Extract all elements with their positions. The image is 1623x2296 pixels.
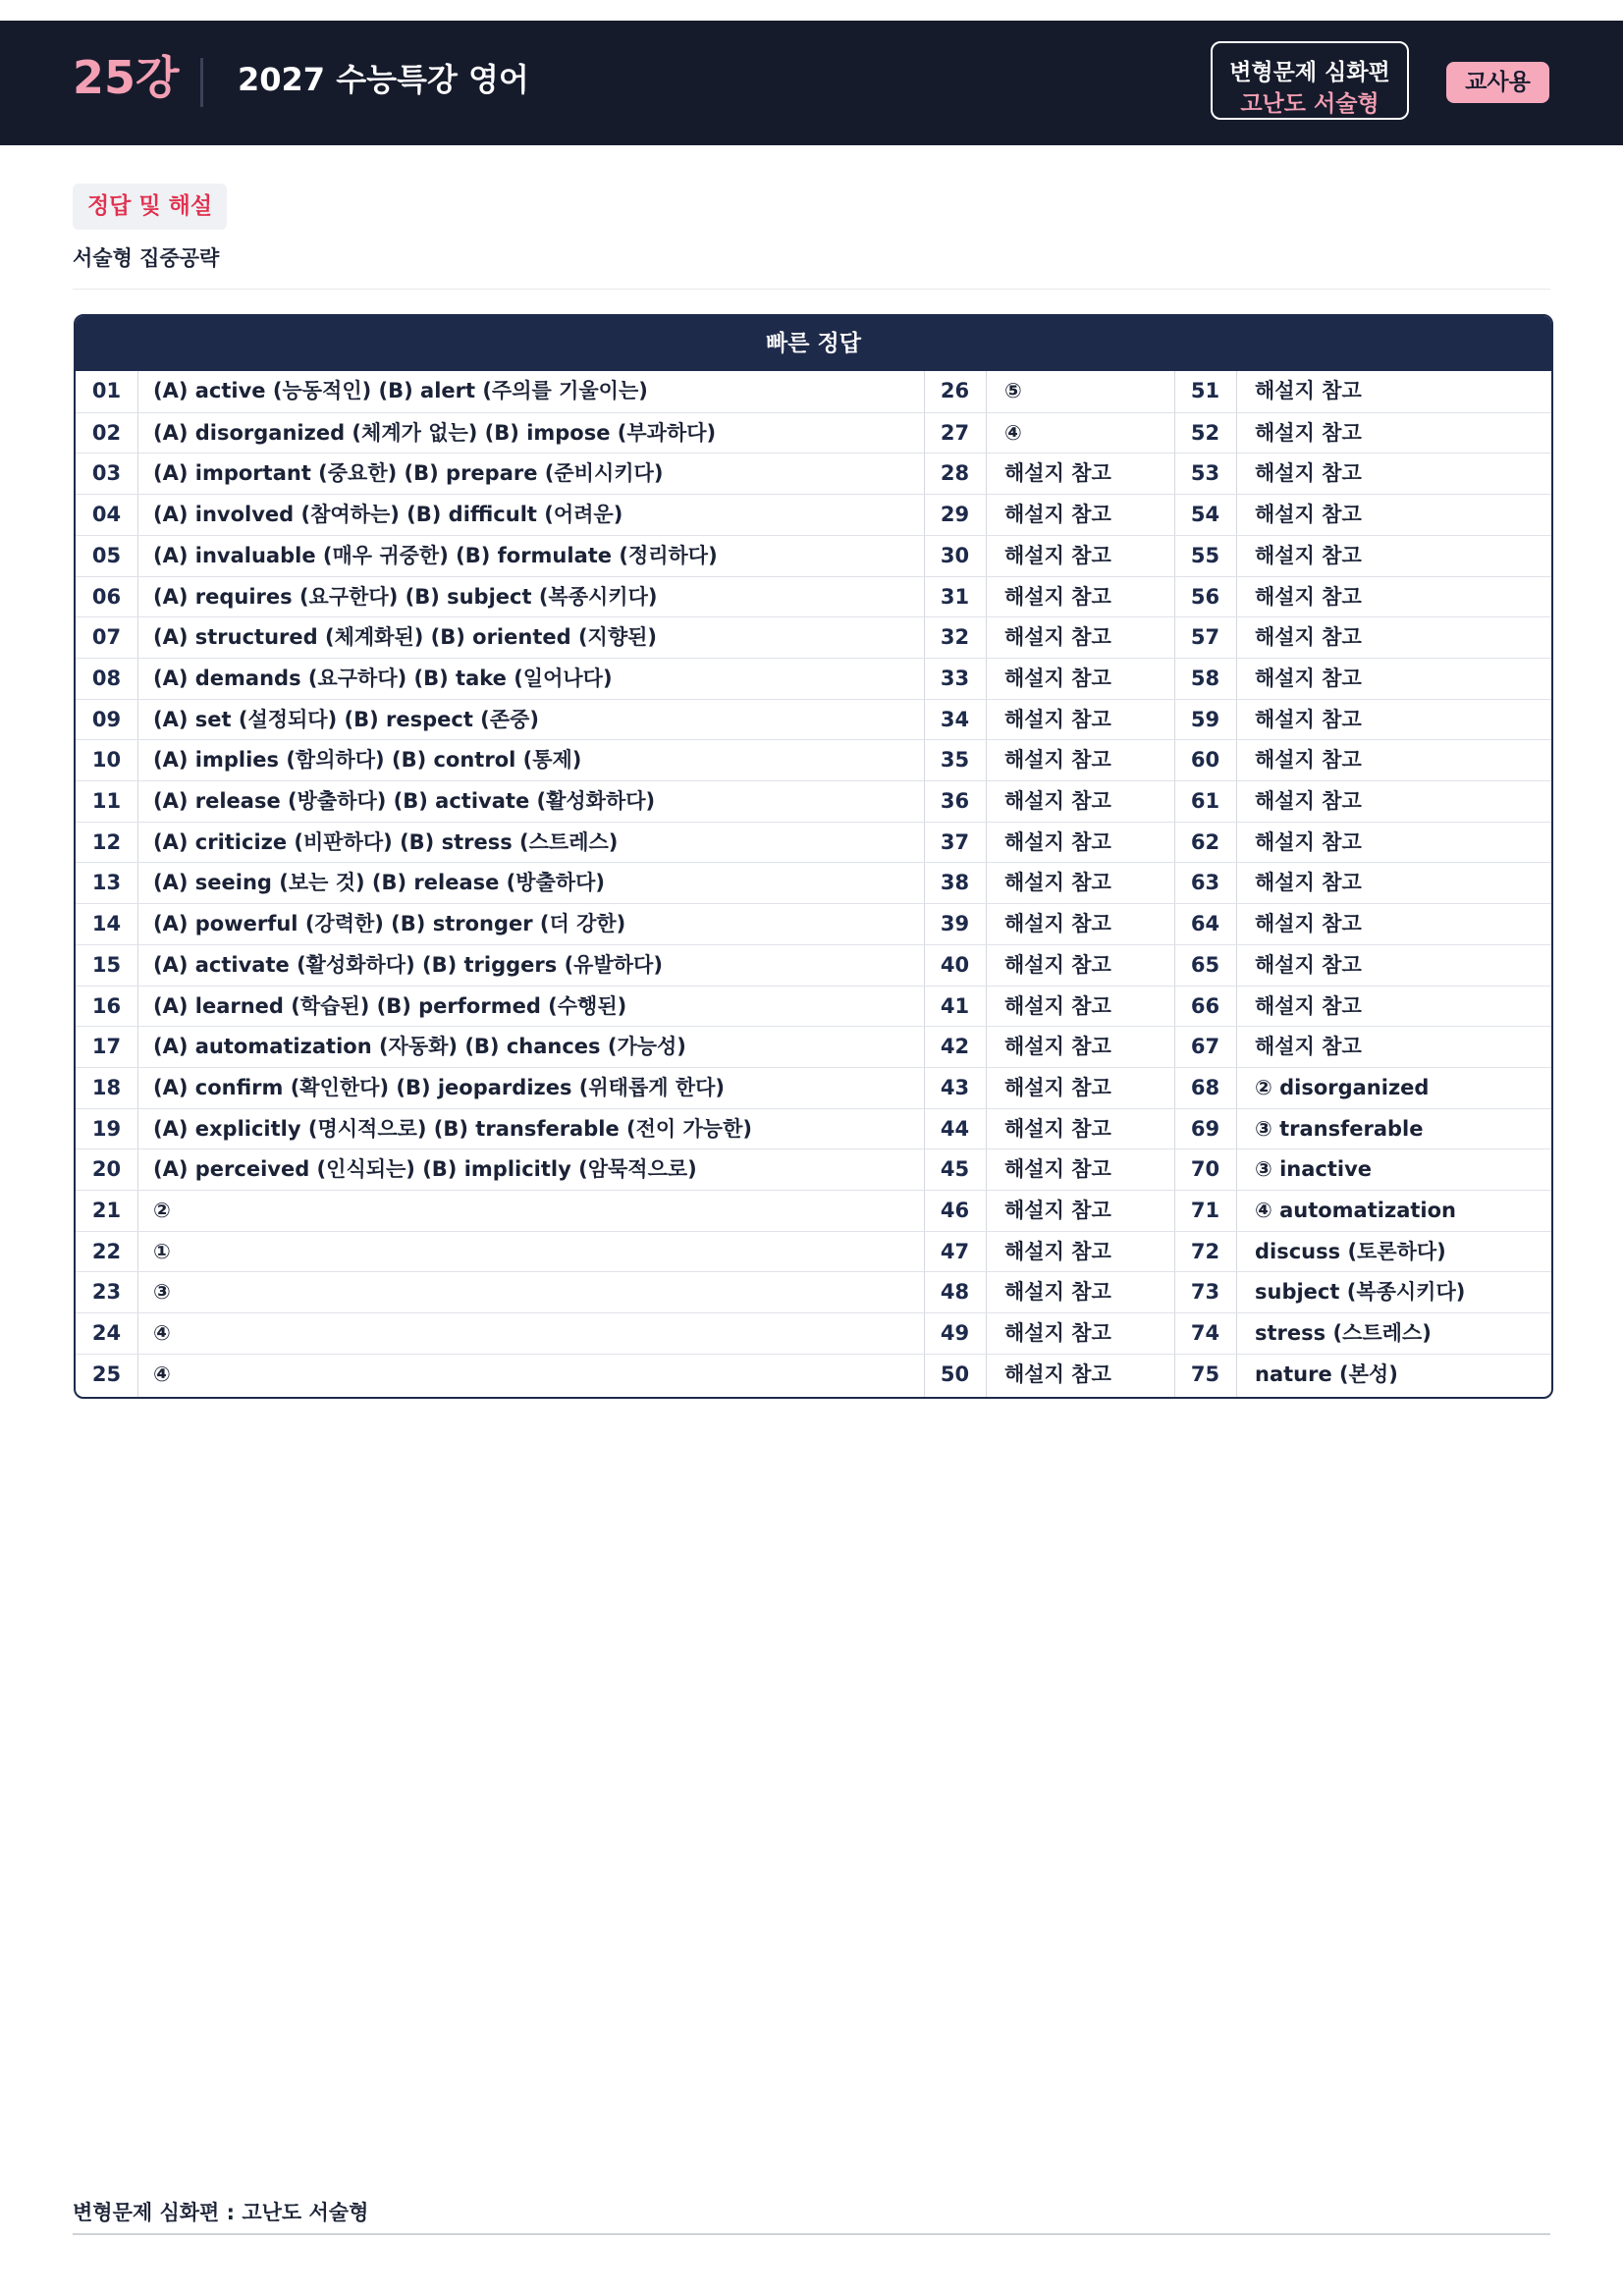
answer-text: 해설지 참고 [1004, 707, 1111, 731]
question-number: 14 [91, 912, 122, 936]
answer-text: 해설지 참고 [1255, 1035, 1362, 1059]
answer-text: (A) learned (학습된) (B) performed (수행된) [153, 993, 627, 1018]
answer-text: 해설지 참고 [1255, 666, 1362, 690]
question-number: 74 [1190, 1321, 1220, 1346]
answer-text: 해설지 참고 [1004, 1362, 1111, 1386]
footer-divider [73, 2233, 1550, 2235]
table-row [76, 1108, 1551, 1149]
answer-text: 해설지 참고 [1255, 912, 1362, 936]
question-number: 36 [940, 789, 970, 813]
question-number: 65 [1190, 952, 1220, 977]
question-number: 60 [1190, 748, 1220, 773]
answer-text: 해설지 참고 [1255, 420, 1362, 445]
question-number: 29 [940, 503, 970, 527]
answer-text: (A) activate (활성화하다) (B) triggers (유발하다) [153, 952, 663, 977]
answer-text: (A) explicitly (명시적으로) (B) transferable (전이 가능한) [153, 1116, 752, 1141]
answer-text: 해설지 참고 [1255, 461, 1362, 486]
question-number: 70 [1190, 1157, 1220, 1182]
answer-text: 해설지 참고 [1255, 871, 1362, 895]
question-number: 10 [91, 748, 122, 773]
answer-text: (A) confirm (확인한다) (B) jeopardizes (위태롭게 한다) [153, 1075, 726, 1099]
answer-text: ③ inactive [1255, 1157, 1373, 1182]
answer-text: nature (본성) [1255, 1362, 1398, 1386]
question-number: 72 [1190, 1239, 1220, 1263]
table-row [76, 1026, 1551, 1067]
question-number: 66 [1190, 993, 1220, 1018]
answer-text: 해설지 참고 [1004, 871, 1111, 895]
question-number: 06 [91, 584, 122, 609]
top-margin [0, 0, 1623, 21]
edition-name: 변형문제 심화편 [1229, 60, 1390, 85]
answer-text: 해설지 참고 [1004, 1321, 1111, 1346]
answer-text: 해설지 참고 [1255, 503, 1362, 527]
question-number: 55 [1190, 543, 1220, 567]
answer-text: 해설지 참고 [1004, 1199, 1111, 1222]
answer-text: ③ transferable [1255, 1116, 1424, 1141]
answer-text: 해설지 참고 [1004, 748, 1111, 773]
question-number: 02 [91, 420, 122, 445]
table-row [76, 822, 1551, 863]
answer-text: (A) perceived (인식되는) (B) implicitly (암묵적으로) [153, 1157, 697, 1182]
table-row [76, 494, 1551, 535]
answer-text: 해설지 참고 [1255, 789, 1362, 813]
table-row [76, 1190, 1551, 1231]
question-number: 51 [1190, 379, 1220, 402]
question-number: 56 [1190, 584, 1220, 609]
table-row [76, 1067, 1551, 1108]
answer-text: 해설지 참고 [1255, 748, 1362, 773]
answer-text: 해설지 참고 [1255, 993, 1362, 1018]
question-number: 18 [91, 1075, 122, 1099]
table-row [76, 412, 1551, 454]
answer-text: 해설지 참고 [1255, 952, 1362, 977]
question-number: 67 [1190, 1035, 1220, 1059]
answer-text: 해설지 참고 [1255, 829, 1362, 854]
answer-text: 해설지 참고 [1004, 543, 1111, 567]
question-number: 15 [91, 952, 122, 977]
question-number: 75 [1190, 1362, 1220, 1386]
answer-text: ③ [153, 1280, 171, 1305]
answer-text: (A) demands (요구하다) (B) take (일어나다) [153, 666, 613, 690]
table-row [76, 699, 1551, 740]
table-row [76, 1148, 1551, 1190]
question-number: 54 [1190, 503, 1220, 527]
question-number: 63 [1190, 871, 1220, 895]
page-header [0, 21, 1623, 145]
question-number: 46 [940, 1199, 970, 1222]
question-number: 03 [91, 461, 122, 486]
answer-text: (A) seeing (보는 것) (B) release (방출하다) [153, 871, 606, 895]
question-number: 62 [1190, 829, 1220, 854]
question-number: 09 [91, 707, 122, 731]
answer-text: 해설지 참고 [1255, 625, 1362, 650]
answer-text: 해설지 참고 [1004, 584, 1111, 609]
question-number: 64 [1190, 912, 1220, 936]
question-number: 23 [91, 1280, 122, 1305]
answer-text: 해설지 참고 [1255, 543, 1362, 567]
answer-text: ④ [153, 1321, 171, 1346]
question-number: 21 [91, 1199, 122, 1222]
table-row [76, 780, 1551, 822]
question-number: 30 [940, 543, 970, 567]
question-number: 07 [91, 625, 122, 650]
answer-text: 해설지 참고 [1004, 1280, 1111, 1305]
answer-text: 해설지 참고 [1004, 1075, 1111, 1099]
answer-text: 해설지 참고 [1004, 625, 1111, 650]
edition-box [1211, 41, 1409, 120]
answer-text: 해설지 참고 [1004, 666, 1111, 690]
table-row [76, 453, 1551, 494]
table-row [76, 371, 1551, 412]
teacher-badge: 교사용 [1446, 62, 1549, 103]
question-number: 43 [940, 1075, 970, 1099]
question-number: 19 [91, 1116, 122, 1141]
question-number: 05 [91, 543, 122, 567]
answer-text: ② disorganized [1255, 1075, 1430, 1099]
question-number: 11 [91, 789, 122, 813]
answer-text: (A) powerful (강력한) (B) stronger (더 강한) [153, 912, 626, 936]
question-number: 25 [91, 1362, 122, 1386]
question-number: 17 [91, 1035, 122, 1059]
answer-text: 해설지 참고 [1004, 993, 1111, 1018]
question-number: 26 [940, 379, 970, 402]
question-number: 24 [91, 1321, 122, 1346]
question-number: 44 [940, 1116, 970, 1141]
answer-text: stress (스트레스) [1255, 1321, 1432, 1346]
question-number: 22 [91, 1239, 122, 1263]
answer-text: (A) implies (함의하다) (B) control (통제) [153, 748, 582, 773]
header-divider [200, 58, 203, 107]
question-number: 39 [940, 912, 970, 936]
question-number: 38 [940, 871, 970, 895]
table-title: 빠른 정답 [76, 316, 1551, 371]
question-number: 58 [1190, 666, 1220, 690]
question-number: 52 [1190, 420, 1220, 445]
table-row [76, 1312, 1551, 1354]
answer-text: (A) requires (요구한다) (B) subject (복종시키다) [153, 584, 658, 609]
question-number: 28 [940, 461, 970, 486]
answer-text: 해설지 참고 [1004, 952, 1111, 977]
answer-text: (A) active (능동적인) (B) alert (주의를 기울이는) [153, 379, 648, 402]
answer-text: (A) important (중요한) (B) prepare (준비시키다) [153, 461, 664, 486]
answer-text: discuss (토론하다) [1255, 1239, 1446, 1263]
question-number: 68 [1190, 1075, 1220, 1099]
answer-text: 해설지 참고 [1004, 789, 1111, 813]
question-number: 71 [1190, 1199, 1220, 1222]
question-number: 27 [940, 420, 970, 445]
answer-text: (A) structured (체계화된) (B) oriented (지향된) [153, 625, 657, 650]
answer-text: 해설지 참고 [1004, 1239, 1111, 1263]
table-row [76, 986, 1551, 1027]
table-row [76, 862, 1551, 903]
answer-text: 해설지 참고 [1004, 1157, 1111, 1182]
table-row [76, 616, 1551, 658]
question-number: 16 [91, 993, 122, 1018]
answer-text: (A) automatization (자동화) (B) chances (가능성) [153, 1035, 686, 1059]
question-number: 01 [91, 379, 122, 402]
table-row [76, 739, 1551, 780]
answer-text: 해설지 참고 [1255, 379, 1362, 402]
answer-text: (A) involved (참여하는) (B) difficult (어려운) [153, 503, 623, 527]
question-number: 61 [1190, 789, 1220, 813]
question-number: 41 [940, 993, 970, 1018]
answer-text: 해설지 참고 [1255, 584, 1362, 609]
question-number: 69 [1190, 1116, 1220, 1141]
answer-text: 해설지 참고 [1004, 1116, 1111, 1141]
answer-text: (A) release (방출하다) (B) activate (활성화하다) [153, 789, 656, 813]
question-number: 40 [940, 952, 970, 977]
question-number: 08 [91, 666, 122, 690]
table-row [76, 535, 1551, 576]
quick-answers-table [74, 314, 1553, 1399]
answer-text: 해설지 참고 [1004, 912, 1111, 936]
answer-text: ④ [153, 1362, 171, 1386]
question-number: 59 [1190, 707, 1220, 731]
question-number: 13 [91, 871, 122, 895]
answer-text: subject (복종시키다) [1255, 1280, 1466, 1305]
answer-text: 해설지 참고 [1004, 461, 1111, 486]
answer-text: 해설지 참고 [1255, 707, 1362, 731]
question-number: 73 [1190, 1280, 1220, 1305]
answer-text: (A) invaluable (매우 귀중한) (B) formulate (정리하다) [153, 543, 718, 567]
section-subtitle: 서술형 집중공략 [73, 246, 220, 270]
answer-text: ④ automatization [1255, 1199, 1456, 1222]
table-row [76, 1231, 1551, 1272]
answer-text: 해설지 참고 [1004, 829, 1111, 854]
question-number: 04 [91, 503, 122, 527]
footer-title: 변형문제 심화편 : 고난도 서술형 [73, 2201, 369, 2224]
table-row [76, 1271, 1551, 1312]
question-number: 32 [940, 625, 970, 650]
table-row [76, 944, 1551, 986]
table-row [76, 576, 1551, 617]
answer-text: ④ [1004, 420, 1022, 445]
question-number: 57 [1190, 625, 1220, 650]
question-number: 37 [940, 829, 970, 854]
table-row [76, 658, 1551, 699]
question-number: 42 [940, 1035, 970, 1059]
answer-text: (A) criticize (비판하다) (B) stress (스트레스) [153, 829, 619, 854]
question-number: 33 [940, 666, 970, 690]
lesson-number: 25강 [73, 51, 180, 104]
question-number: 12 [91, 829, 122, 854]
table-row [76, 903, 1551, 944]
question-number: 20 [91, 1157, 122, 1182]
question-number: 48 [940, 1280, 970, 1305]
edition-subtitle: 고난도 서술형 [1240, 91, 1380, 117]
question-number: 47 [940, 1239, 970, 1263]
question-number: 31 [940, 584, 970, 609]
answer-text: 해설지 참고 [1004, 1035, 1111, 1059]
question-number: 34 [940, 707, 970, 731]
answer-text: 해설지 참고 [1004, 503, 1111, 527]
question-number: 53 [1190, 461, 1220, 486]
table-row [76, 1354, 1551, 1395]
section-divider [73, 289, 1550, 290]
section-badge: 정답 및 해설 [73, 184, 227, 230]
answer-text: ② [153, 1199, 171, 1222]
answer-text: (A) set (설정되다) (B) respect (존중) [153, 707, 539, 731]
question-number: 50 [940, 1362, 970, 1386]
question-number: 45 [940, 1157, 970, 1182]
answer-text: (A) disorganized (체계가 없는) (B) impose (부과하다) [153, 420, 717, 445]
answer-text: ⑤ [1004, 379, 1022, 402]
question-number: 35 [940, 748, 970, 773]
answer-text: ① [153, 1239, 171, 1263]
book-title: 2027 수능특강 영어 [238, 61, 529, 98]
question-number: 49 [940, 1321, 970, 1346]
